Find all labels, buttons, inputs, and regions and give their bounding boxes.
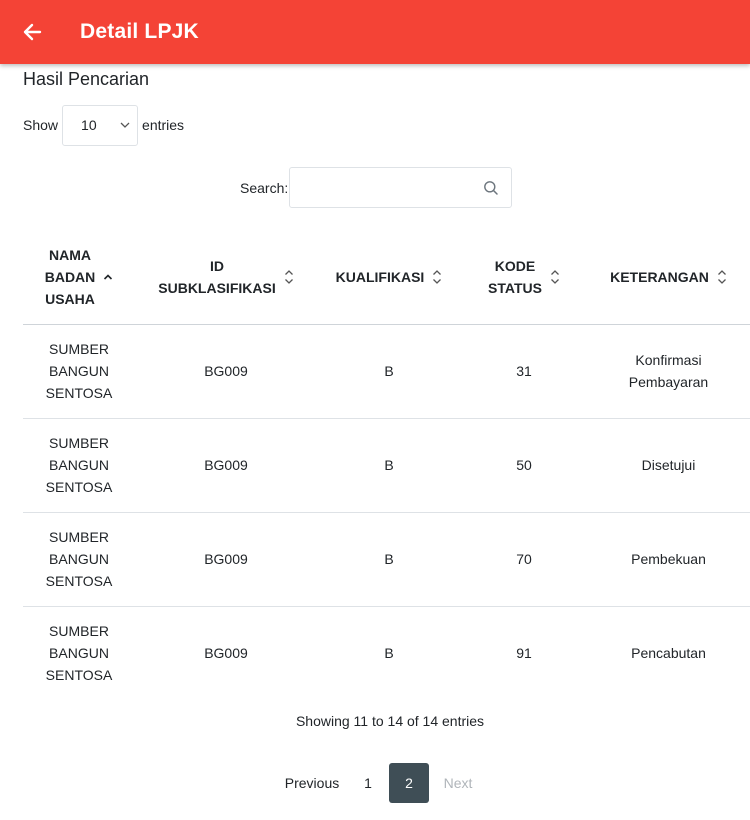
column-header-label xyxy=(488,255,542,299)
previous-page-button[interactable]: Previous xyxy=(284,775,340,791)
search-box xyxy=(289,167,512,208)
table-body xyxy=(23,324,750,700)
page-2-button[interactable]: 2 xyxy=(389,763,429,803)
column-header-keterangan[interactable] xyxy=(587,230,750,324)
cell-keterangan xyxy=(587,512,750,606)
cell-nama-badan-usaha xyxy=(23,324,135,418)
cell-id-subklasifikasi: BG009 xyxy=(135,324,317,418)
cell-line: BANGUN xyxy=(49,363,109,379)
table-header-row xyxy=(23,230,750,324)
sort-icon xyxy=(284,269,294,285)
column-header-line: BADAN xyxy=(44,268,96,285)
cell-line: Pembayaran xyxy=(628,374,709,390)
column-header-line: KETERANGAN xyxy=(610,268,709,285)
cell-nama-badan-usaha xyxy=(23,418,135,512)
column-header-line: KODE xyxy=(494,257,536,274)
cell-keterangan xyxy=(587,418,750,512)
cell-line: BANGUN xyxy=(49,645,109,662)
entries-length-control xyxy=(23,104,184,146)
cell-kode-status: 31 xyxy=(461,324,587,418)
arrow-left-icon xyxy=(22,22,42,42)
cell-kualifikasi: B xyxy=(317,512,461,606)
column-header-line: USAHA xyxy=(45,290,95,307)
cell-line: Disetujui xyxy=(641,457,696,473)
search-icon xyxy=(483,180,499,196)
cell-line: SUMBER xyxy=(49,623,109,640)
cell-id-subklasifikasi: BG009 xyxy=(135,512,317,606)
column-header-line: STATUS xyxy=(488,279,542,296)
cell-line: Pembekuan xyxy=(631,551,706,567)
sort-ascending-icon xyxy=(103,269,113,285)
column-header-line: ID xyxy=(209,257,224,274)
search-input[interactable] xyxy=(290,168,511,207)
cell-kualifikasi: B xyxy=(317,324,461,418)
sort-icon xyxy=(717,269,727,285)
cell-nama-badan-usaha xyxy=(23,512,135,606)
column-header-line: KUALIFIKASI xyxy=(335,268,425,285)
cell-line: BANGUN xyxy=(49,551,109,567)
column-header-label xyxy=(158,255,275,299)
section-title: Hasil Pencarian xyxy=(23,69,150,89)
table-row xyxy=(23,324,750,418)
cell-line: SENTOSA xyxy=(45,667,113,684)
back-button[interactable] xyxy=(0,0,64,64)
table-row xyxy=(23,512,750,606)
cell-nama-badan-usaha xyxy=(23,606,135,700)
column-header-label xyxy=(336,266,425,288)
sort-icon xyxy=(550,269,560,285)
sort-icon xyxy=(432,269,442,285)
cell-line: SUMBER xyxy=(49,529,109,545)
show-label: Show xyxy=(23,117,59,133)
app-bar xyxy=(0,0,750,64)
page-1-button[interactable]: 1 xyxy=(364,775,372,791)
column-header-kualifikasi[interactable] xyxy=(317,230,461,324)
cell-line: SUMBER xyxy=(49,435,109,451)
entries-select-value: 10 xyxy=(81,117,97,133)
search-control xyxy=(240,167,512,208)
cell-kode-status: 70 xyxy=(461,512,587,606)
entries-select[interactable] xyxy=(62,105,138,146)
page-title: Detail LPJK xyxy=(80,20,199,43)
column-header-id-subklasifikasi[interactable] xyxy=(135,230,317,324)
cell-line: Konfirmasi xyxy=(635,352,702,368)
table-info: Showing 11 to 14 of 14 entries xyxy=(295,713,485,729)
chevron-down-icon xyxy=(119,119,131,131)
cell-line: SENTOSA xyxy=(45,479,113,495)
cell-keterangan xyxy=(587,606,750,700)
cell-line: Pencabutan xyxy=(631,645,706,662)
table-row xyxy=(23,606,750,700)
entries-label: entries xyxy=(142,117,185,133)
column-header-kode-status[interactable] xyxy=(461,230,587,324)
column-header-label xyxy=(610,266,709,288)
cell-id-subklasifikasi: BG009 xyxy=(135,418,317,512)
next-page-button: Next xyxy=(443,775,473,791)
cell-kode-status: 91 xyxy=(516,645,532,662)
cell-keterangan xyxy=(587,324,750,418)
column-header-line: NAMA xyxy=(49,246,91,263)
cell-line: SENTOSA xyxy=(45,385,113,401)
cell-id-subklasifikasi: BG009 xyxy=(204,645,248,662)
cell-line: SUMBER xyxy=(49,341,109,357)
cell-line: SENTOSA xyxy=(45,573,113,589)
cell-kualifikasi: B xyxy=(384,645,394,662)
column-header-line: SUBKLASIFIKASI xyxy=(158,279,276,296)
cell-kualifikasi: B xyxy=(317,418,461,512)
pagination xyxy=(273,763,483,803)
results-table xyxy=(23,230,750,700)
cell-kode-status: 50 xyxy=(461,418,587,512)
search-label: Search: xyxy=(240,179,289,196)
column-header-label xyxy=(45,244,96,310)
table-row xyxy=(23,418,750,512)
cell-line: BANGUN xyxy=(49,457,109,473)
column-header-nama-badan-usaha[interactable] xyxy=(23,230,135,324)
